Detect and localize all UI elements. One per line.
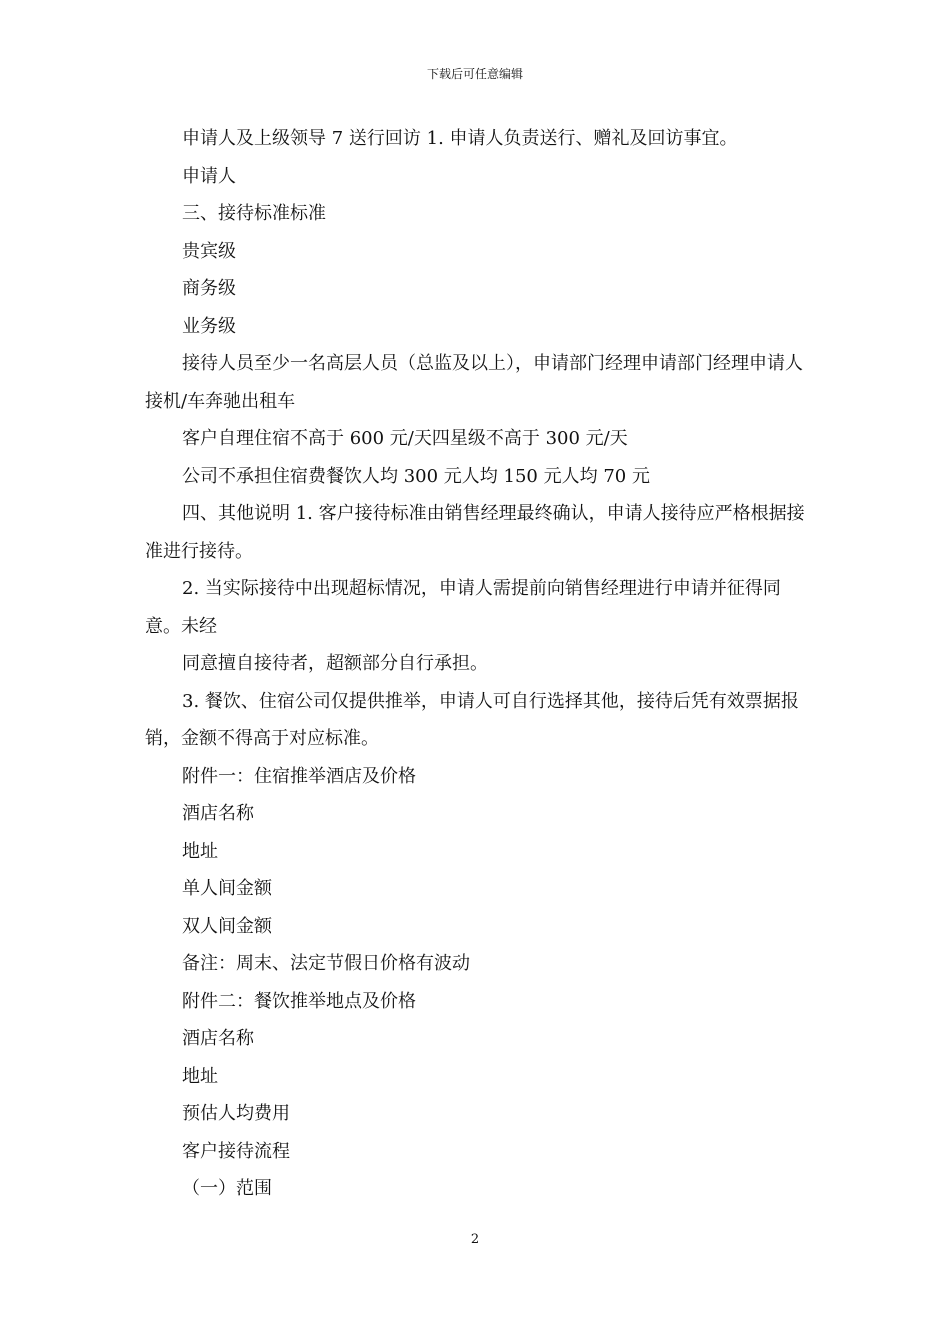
paragraph: 接待人员至少一名高层人员（总监及以上），申请部门经理申请部门经理申请人接机/车奔驰出租车 bbox=[145, 353, 803, 412]
paragraph: 客户接待流程 bbox=[182, 1140, 290, 1162]
paragraph: 预估人均费用 bbox=[182, 1103, 290, 1124]
paragraph: 3. 餐饮、住宿公司仅提供推举，申请人可自行选择其他，接待后凭有效票据报销，金额不得高于对应标准。 bbox=[145, 690, 799, 749]
paragraph: 2. 当实际接待中出现超标情况，申请人需提前向销售经理进行申请并征得同意。未经 bbox=[145, 578, 781, 637]
paragraph: 申请人及上级领导 7 送行回访 1. 申请人负责送行、赠礼及回访事宜。 bbox=[182, 128, 738, 149]
section-heading: 三、接待标准标准 bbox=[182, 203, 326, 224]
page-number: 2 bbox=[470, 1232, 480, 1247]
paragraph: 业务级 bbox=[182, 315, 236, 337]
paragraph: 公司不承担住宿费餐饮人均 300 元人均 150 元人均 70 元 bbox=[182, 465, 650, 487]
paragraph: 地址 bbox=[182, 840, 218, 862]
paragraph: 申请人 bbox=[182, 165, 236, 187]
paragraph: 贵宾级 bbox=[182, 240, 236, 262]
paragraph: 客户自理住宿不高于 600 元/天四星级不高于 300 元/天 bbox=[182, 428, 628, 449]
page-header: 下载后可任意编辑 bbox=[426, 67, 523, 81]
paragraph: 地址 bbox=[182, 1065, 218, 1087]
section-heading: 四、其他说明 1. 客户接待标准由销售经理最终确认，申请人接待应严格根据接准进行接待。 bbox=[145, 503, 805, 562]
attachment-heading: 附件二：餐饮推举地点及价格 bbox=[182, 990, 416, 1012]
paragraph: 单人间金额 bbox=[182, 878, 272, 899]
paragraph: 双人间金额 bbox=[182, 915, 272, 937]
paragraph: 酒店名称 bbox=[182, 803, 254, 824]
document-body bbox=[145, 120, 807, 1208]
paragraph: 商务级 bbox=[182, 278, 236, 299]
attachment-heading: 附件一：住宿推举酒店及价格 bbox=[182, 765, 416, 787]
paragraph: 同意擅自接待者，超额部分自行承担。 bbox=[182, 653, 488, 674]
paragraph: 酒店名称 bbox=[182, 1028, 254, 1049]
paragraph: 备注：周末、法定节假日价格有波动 bbox=[182, 953, 470, 974]
paragraph: （一）范围 bbox=[182, 1178, 272, 1199]
